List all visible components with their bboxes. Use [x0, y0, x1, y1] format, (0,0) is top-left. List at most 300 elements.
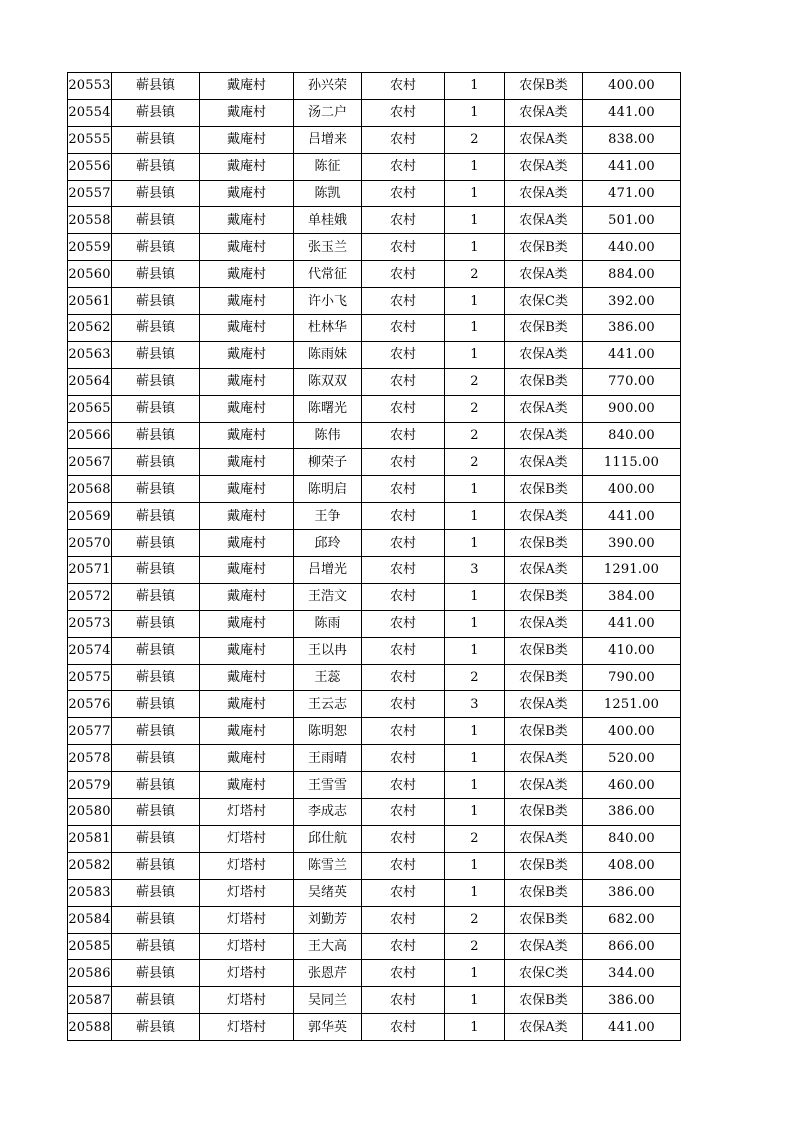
cell-amount: 408.00: [583, 852, 681, 879]
cell-count: 3: [445, 691, 505, 718]
cell-amount: 840.00: [583, 825, 681, 852]
cell-count: 1: [445, 1014, 505, 1041]
cell-town: 蕲县镇: [112, 126, 200, 153]
cell-town: 蕲县镇: [112, 180, 200, 207]
cell-count: 1: [445, 583, 505, 610]
cell-count: 1: [445, 180, 505, 207]
cell-area: 农村: [362, 261, 445, 288]
table-row: [68, 422, 681, 449]
cell-name: 陈凯: [294, 180, 362, 207]
cell-area: 农村: [362, 234, 445, 261]
cell-town: 蕲县镇: [112, 583, 200, 610]
cell-type: 农保C类: [505, 288, 583, 315]
cell-village: 戴庵村: [200, 718, 294, 745]
cell-id: 20586: [68, 960, 112, 987]
cell-name: 王蕊: [294, 664, 362, 691]
cell-name: 吕增光: [294, 557, 362, 584]
cell-name: 王雨晴: [294, 745, 362, 772]
cell-name: 陈双双: [294, 368, 362, 395]
cell-type: 农保B类: [505, 315, 583, 342]
cell-area: 农村: [362, 691, 445, 718]
cell-area: 农村: [362, 933, 445, 960]
cell-village: 戴庵村: [200, 664, 294, 691]
cell-count: 2: [445, 664, 505, 691]
cell-count: 1: [445, 530, 505, 557]
cell-id: 20588: [68, 1014, 112, 1041]
cell-village: 灯塔村: [200, 987, 294, 1014]
cell-count: 1: [445, 341, 505, 368]
cell-id: 20557: [68, 180, 112, 207]
cell-town: 蕲县镇: [112, 341, 200, 368]
cell-name: 王云志: [294, 691, 362, 718]
table-row: [68, 530, 681, 557]
cell-id: 20581: [68, 825, 112, 852]
cell-type: 农保B类: [505, 718, 583, 745]
cell-area: 农村: [362, 288, 445, 315]
table-row: [68, 449, 681, 476]
cell-town: 蕲县镇: [112, 449, 200, 476]
cell-area: 农村: [362, 207, 445, 234]
cell-village: 戴庵村: [200, 449, 294, 476]
cell-count: 1: [445, 99, 505, 126]
table-row: [68, 799, 681, 826]
cell-town: 蕲县镇: [112, 315, 200, 342]
cell-type: 农保B类: [505, 530, 583, 557]
cell-name: 张玉兰: [294, 234, 362, 261]
cell-village: 灯塔村: [200, 933, 294, 960]
cell-area: 农村: [362, 395, 445, 422]
cell-count: 2: [445, 449, 505, 476]
cell-type: 农保A类: [505, 99, 583, 126]
table-row: [68, 368, 681, 395]
cell-village: 灯塔村: [200, 879, 294, 906]
cell-amount: 441.00: [583, 1014, 681, 1041]
cell-area: 农村: [362, 476, 445, 503]
cell-village: 灯塔村: [200, 1014, 294, 1041]
cell-type: 农保A类: [505, 180, 583, 207]
cell-town: 蕲县镇: [112, 1014, 200, 1041]
cell-area: 农村: [362, 503, 445, 530]
cell-count: 1: [445, 207, 505, 234]
table-row: [68, 234, 681, 261]
cell-village: 灯塔村: [200, 852, 294, 879]
cell-area: 农村: [362, 153, 445, 180]
cell-name: 吴绪英: [294, 879, 362, 906]
cell-id: 20587: [68, 987, 112, 1014]
cell-count: 2: [445, 261, 505, 288]
cell-name: 张恩芹: [294, 960, 362, 987]
table-row: [68, 476, 681, 503]
table-row: [68, 126, 681, 153]
cell-name: 陈曙光: [294, 395, 362, 422]
cell-id: 20561: [68, 288, 112, 315]
cell-type: 农保A类: [505, 825, 583, 852]
cell-id: 20566: [68, 422, 112, 449]
cell-count: 1: [445, 852, 505, 879]
cell-amount: 838.00: [583, 126, 681, 153]
cell-village: 戴庵村: [200, 153, 294, 180]
cell-town: 蕲县镇: [112, 745, 200, 772]
cell-id: 20563: [68, 341, 112, 368]
cell-type: 农保A类: [505, 772, 583, 799]
cell-amount: 900.00: [583, 395, 681, 422]
cell-id: 20582: [68, 852, 112, 879]
cell-area: 农村: [362, 772, 445, 799]
cell-amount: 386.00: [583, 879, 681, 906]
cell-type: 农保B类: [505, 368, 583, 395]
cell-name: 陈雨妹: [294, 341, 362, 368]
cell-area: 农村: [362, 799, 445, 826]
cell-village: 戴庵村: [200, 395, 294, 422]
cell-count: 2: [445, 825, 505, 852]
cell-name: 陈明启: [294, 476, 362, 503]
table-row: [68, 772, 681, 799]
cell-area: 农村: [362, 664, 445, 691]
cell-type: 农保A类: [505, 422, 583, 449]
table-row: [68, 341, 681, 368]
table-row: [68, 99, 681, 126]
cell-area: 农村: [362, 987, 445, 1014]
table-row: [68, 879, 681, 906]
cell-amount: 386.00: [583, 987, 681, 1014]
cell-count: 1: [445, 315, 505, 342]
cell-amount: 410.00: [583, 637, 681, 664]
cell-amount: 1291.00: [583, 557, 681, 584]
cell-amount: 520.00: [583, 745, 681, 772]
cell-type: 农保A类: [505, 503, 583, 530]
cell-town: 蕲县镇: [112, 234, 200, 261]
cell-amount: 471.00: [583, 180, 681, 207]
cell-count: 2: [445, 933, 505, 960]
cell-amount: 400.00: [583, 718, 681, 745]
cell-amount: 441.00: [583, 153, 681, 180]
cell-id: 20565: [68, 395, 112, 422]
cell-id: 20568: [68, 476, 112, 503]
cell-type: 农保B类: [505, 583, 583, 610]
cell-count: 1: [445, 745, 505, 772]
cell-name: 王以冉: [294, 637, 362, 664]
cell-village: 戴庵村: [200, 368, 294, 395]
cell-village: 戴庵村: [200, 637, 294, 664]
cell-name: 郭华英: [294, 1014, 362, 1041]
cell-count: 1: [445, 987, 505, 1014]
cell-amount: 884.00: [583, 261, 681, 288]
cell-village: 戴庵村: [200, 745, 294, 772]
cell-name: 王浩文: [294, 583, 362, 610]
cell-town: 蕲县镇: [112, 933, 200, 960]
cell-id: 20576: [68, 691, 112, 718]
cell-type: 农保B类: [505, 234, 583, 261]
table-row: [68, 852, 681, 879]
cell-name: 陈伟: [294, 422, 362, 449]
cell-count: 2: [445, 395, 505, 422]
cell-name: 刘勤芳: [294, 906, 362, 933]
cell-type: 农保B类: [505, 476, 583, 503]
cell-town: 蕲县镇: [112, 422, 200, 449]
cell-id: 20559: [68, 234, 112, 261]
table-row: [68, 288, 681, 315]
cell-type: 农保A类: [505, 395, 583, 422]
cell-id: 20554: [68, 99, 112, 126]
cell-name: 柳荣子: [294, 449, 362, 476]
cell-type: 农保B类: [505, 637, 583, 664]
cell-amount: 440.00: [583, 234, 681, 261]
cell-area: 农村: [362, 960, 445, 987]
cell-area: 农村: [362, 341, 445, 368]
cell-count: 1: [445, 718, 505, 745]
cell-count: 1: [445, 879, 505, 906]
cell-id: 20571: [68, 557, 112, 584]
cell-amount: 501.00: [583, 207, 681, 234]
cell-town: 蕲县镇: [112, 960, 200, 987]
cell-type: 农保A类: [505, 610, 583, 637]
table-row: [68, 73, 681, 100]
cell-type: 农保A类: [505, 1014, 583, 1041]
cell-amount: 682.00: [583, 906, 681, 933]
table-row: [68, 395, 681, 422]
cell-town: 蕲县镇: [112, 852, 200, 879]
cell-type: 农保B类: [505, 906, 583, 933]
cell-id: 20558: [68, 207, 112, 234]
table-row: [68, 718, 681, 745]
cell-town: 蕲县镇: [112, 395, 200, 422]
cell-amount: 392.00: [583, 288, 681, 315]
table-row: [68, 960, 681, 987]
cell-type: 农保B类: [505, 664, 583, 691]
cell-town: 蕲县镇: [112, 476, 200, 503]
cell-id: 20553: [68, 73, 112, 100]
cell-town: 蕲县镇: [112, 503, 200, 530]
cell-type: 农保A类: [505, 207, 583, 234]
cell-amount: 1251.00: [583, 691, 681, 718]
table-row: [68, 557, 681, 584]
cell-amount: 441.00: [583, 610, 681, 637]
roster-table: [67, 72, 681, 1041]
cell-village: 戴庵村: [200, 261, 294, 288]
cell-amount: 770.00: [583, 368, 681, 395]
cell-name: 陈雪兰: [294, 852, 362, 879]
cell-town: 蕲县镇: [112, 368, 200, 395]
table-row: [68, 503, 681, 530]
cell-id: 20578: [68, 745, 112, 772]
cell-id: 20580: [68, 799, 112, 826]
cell-area: 农村: [362, 422, 445, 449]
cell-village: 戴庵村: [200, 288, 294, 315]
cell-town: 蕲县镇: [112, 906, 200, 933]
cell-name: 王争: [294, 503, 362, 530]
cell-town: 蕲县镇: [112, 610, 200, 637]
cell-type: 农保A类: [505, 557, 583, 584]
table-row: [68, 664, 681, 691]
cell-id: 20577: [68, 718, 112, 745]
cell-type: 农保A类: [505, 691, 583, 718]
cell-area: 农村: [362, 906, 445, 933]
cell-village: 戴庵村: [200, 99, 294, 126]
table-row: [68, 933, 681, 960]
cell-amount: 344.00: [583, 960, 681, 987]
cell-area: 农村: [362, 368, 445, 395]
cell-village: 戴庵村: [200, 207, 294, 234]
cell-count: 1: [445, 234, 505, 261]
cell-id: 20562: [68, 315, 112, 342]
cell-id: 20560: [68, 261, 112, 288]
cell-id: 20584: [68, 906, 112, 933]
table-row: [68, 153, 681, 180]
cell-type: 农保B类: [505, 987, 583, 1014]
cell-area: 农村: [362, 583, 445, 610]
table-row: [68, 745, 681, 772]
cell-town: 蕲县镇: [112, 530, 200, 557]
cell-village: 戴庵村: [200, 557, 294, 584]
cell-count: 3: [445, 557, 505, 584]
cell-name: 李成志: [294, 799, 362, 826]
cell-name: 许小飞: [294, 288, 362, 315]
cell-town: 蕲县镇: [112, 879, 200, 906]
table-row: [68, 583, 681, 610]
cell-town: 蕲县镇: [112, 557, 200, 584]
cell-count: 2: [445, 906, 505, 933]
cell-count: 1: [445, 476, 505, 503]
cell-name: 邱玲: [294, 530, 362, 557]
cell-amount: 790.00: [583, 664, 681, 691]
table-row: [68, 987, 681, 1014]
cell-town: 蕲县镇: [112, 288, 200, 315]
cell-name: 孙兴荣: [294, 73, 362, 100]
cell-area: 农村: [362, 1014, 445, 1041]
cell-id: 20572: [68, 583, 112, 610]
table-row: [68, 691, 681, 718]
cell-town: 蕲县镇: [112, 799, 200, 826]
cell-village: 戴庵村: [200, 772, 294, 799]
roster-body: [68, 73, 681, 1041]
cell-amount: 441.00: [583, 99, 681, 126]
cell-type: 农保A类: [505, 261, 583, 288]
cell-village: 灯塔村: [200, 906, 294, 933]
cell-town: 蕲县镇: [112, 261, 200, 288]
cell-name: 陈雨: [294, 610, 362, 637]
cell-type: 农保B类: [505, 73, 583, 100]
cell-area: 农村: [362, 449, 445, 476]
cell-area: 农村: [362, 852, 445, 879]
cell-town: 蕲县镇: [112, 825, 200, 852]
cell-id: 20574: [68, 637, 112, 664]
cell-village: 戴庵村: [200, 180, 294, 207]
cell-id: 20573: [68, 610, 112, 637]
cell-id: 20585: [68, 933, 112, 960]
cell-village: 戴庵村: [200, 126, 294, 153]
cell-amount: 384.00: [583, 583, 681, 610]
table-row: [68, 207, 681, 234]
cell-area: 农村: [362, 637, 445, 664]
cell-type: 农保A类: [505, 745, 583, 772]
cell-town: 蕲县镇: [112, 153, 200, 180]
table-row: [68, 610, 681, 637]
cell-village: 灯塔村: [200, 799, 294, 826]
cell-count: 1: [445, 288, 505, 315]
cell-count: 2: [445, 368, 505, 395]
cell-count: 1: [445, 610, 505, 637]
cell-id: 20583: [68, 879, 112, 906]
cell-area: 农村: [362, 745, 445, 772]
cell-name: 吴同兰: [294, 987, 362, 1014]
cell-amount: 1115.00: [583, 449, 681, 476]
cell-id: 20564: [68, 368, 112, 395]
cell-area: 农村: [362, 530, 445, 557]
cell-id: 20555: [68, 126, 112, 153]
cell-village: 戴庵村: [200, 583, 294, 610]
cell-area: 农村: [362, 315, 445, 342]
cell-type: 农保C类: [505, 960, 583, 987]
cell-area: 农村: [362, 126, 445, 153]
cell-amount: 400.00: [583, 73, 681, 100]
cell-town: 蕲县镇: [112, 772, 200, 799]
cell-id: 20579: [68, 772, 112, 799]
cell-type: 农保A类: [505, 126, 583, 153]
cell-name: 陈明恕: [294, 718, 362, 745]
cell-village: 戴庵村: [200, 610, 294, 637]
table-row: [68, 825, 681, 852]
cell-id: 20567: [68, 449, 112, 476]
cell-id: 20575: [68, 664, 112, 691]
cell-name: 王雪雪: [294, 772, 362, 799]
cell-village: 戴庵村: [200, 691, 294, 718]
cell-amount: 386.00: [583, 799, 681, 826]
cell-count: 1: [445, 772, 505, 799]
cell-area: 农村: [362, 73, 445, 100]
cell-village: 灯塔村: [200, 960, 294, 987]
cell-id: 20556: [68, 153, 112, 180]
cell-amount: 390.00: [583, 530, 681, 557]
cell-count: 1: [445, 153, 505, 180]
cell-village: 戴庵村: [200, 476, 294, 503]
cell-type: 农保A类: [505, 153, 583, 180]
cell-name: 汤二户: [294, 99, 362, 126]
cell-name: 吕增来: [294, 126, 362, 153]
cell-count: 1: [445, 637, 505, 664]
cell-village: 戴庵村: [200, 530, 294, 557]
table-row: [68, 637, 681, 664]
cell-count: 1: [445, 503, 505, 530]
cell-type: 农保A类: [505, 449, 583, 476]
cell-name: 杜林华: [294, 315, 362, 342]
cell-count: 1: [445, 960, 505, 987]
cell-town: 蕲县镇: [112, 637, 200, 664]
cell-count: 1: [445, 799, 505, 826]
cell-village: 灯塔村: [200, 825, 294, 852]
cell-village: 戴庵村: [200, 315, 294, 342]
cell-area: 农村: [362, 557, 445, 584]
cell-type: 农保B类: [505, 879, 583, 906]
cell-village: 戴庵村: [200, 73, 294, 100]
cell-town: 蕲县镇: [112, 207, 200, 234]
cell-type: 农保A类: [505, 341, 583, 368]
cell-area: 农村: [362, 180, 445, 207]
table-row: [68, 315, 681, 342]
cell-name: 单桂娥: [294, 207, 362, 234]
cell-name: 王大高: [294, 933, 362, 960]
table-row: [68, 906, 681, 933]
cell-type: 农保B类: [505, 852, 583, 879]
cell-name: 代常征: [294, 261, 362, 288]
cell-area: 农村: [362, 610, 445, 637]
cell-town: 蕲县镇: [112, 987, 200, 1014]
cell-village: 戴庵村: [200, 503, 294, 530]
cell-amount: 866.00: [583, 933, 681, 960]
table-row: [68, 1014, 681, 1041]
cell-area: 农村: [362, 825, 445, 852]
cell-town: 蕲县镇: [112, 99, 200, 126]
cell-amount: 460.00: [583, 772, 681, 799]
